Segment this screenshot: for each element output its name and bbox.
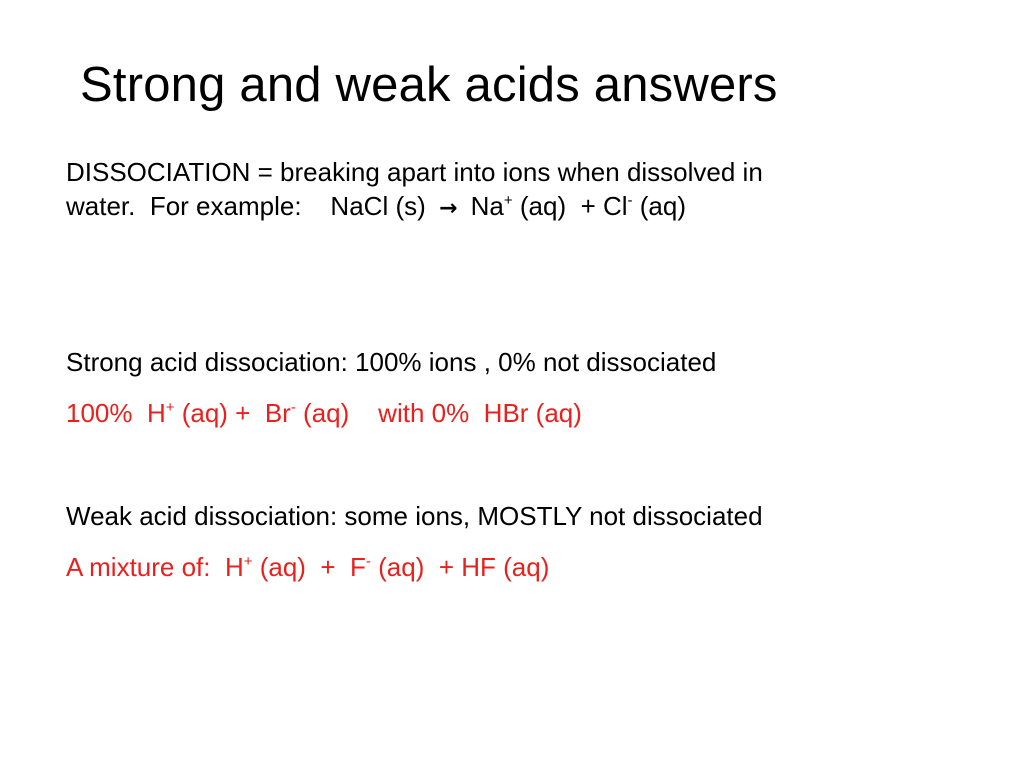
na-state: (aq) + Cl: [512, 191, 628, 221]
na-ion: Na: [463, 191, 504, 221]
definition-line-2: [66, 189, 763, 226]
weak-answer-part-3: (aq) + HF (aq): [370, 552, 550, 582]
strong-acid-answer: [66, 396, 582, 430]
weak-answer-part-2: (aq) + F: [252, 552, 366, 582]
cl-state: (aq): [632, 191, 686, 221]
definition-line-2-prefix: water. For example: NaCl (s): [66, 191, 433, 221]
strong-answer-part-3: (aq) with 0% HBr (aq): [295, 398, 582, 428]
br-charge: -: [290, 399, 296, 416]
strong-acid-heading: Strong acid dissociation: 100% ions , 0% not dissociated: [66, 347, 717, 377]
weak-acid-heading: Weak acid dissociation: some ions, MOSTLY not dissociated: [66, 501, 763, 531]
dissociation-definition: [66, 155, 763, 226]
arrow-icon: →: [438, 196, 458, 221]
h-charge: +: [243, 553, 253, 570]
weak-acid-answer: [66, 550, 549, 584]
strong-answer-part-2: (aq) + Br: [174, 398, 291, 428]
strong-answer-part-1: 100% H: [66, 398, 166, 428]
cl-charge: -: [627, 192, 633, 209]
slide-title: Strong and weak acids answers: [80, 58, 778, 112]
f-charge: -: [365, 553, 371, 570]
na-charge: +: [503, 192, 513, 209]
weak-answer-part-1: A mixture of: H: [66, 552, 244, 582]
definition-line-1: DISSOCIATION = breaking apart into ions when dissolved in: [66, 157, 763, 187]
h-charge: +: [165, 399, 175, 416]
